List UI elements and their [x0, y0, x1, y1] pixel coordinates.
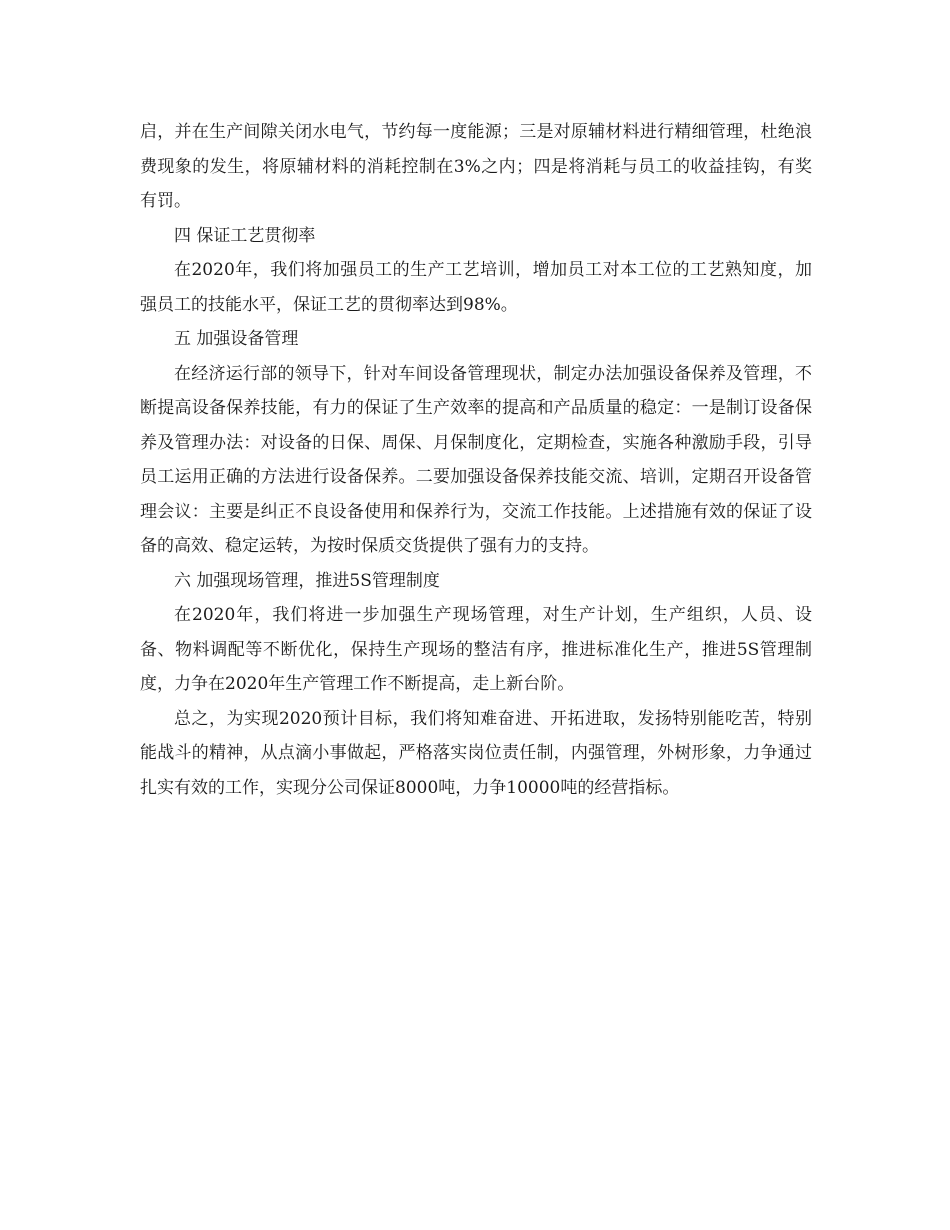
section-heading-6: 六 加强现场管理，推进5S管理制度 — [174, 570, 440, 591]
paragraph-equipment-management: 在经济运行部的领导下，针对车间设备管理现状，制定办法加强设备保养及管理，不断提高设备保养技能，有力的保证了生产效率的提高和产品质量的稳定：一是制订设备保养及管理办法：对设备的日保、周保、月保制度化，定期检查，实施各种激励手段，引导员工运用正确的方法进行设备保养。二要加强设备保养技能交流、培训，定期召开设备管理会议：主要是纠正不良设备使用和保养行为，交流工作技能。上述措施有效的保证了设备的高效、稳定运转，为按时保质交货提供了强有力的支持。 — [140, 363, 812, 556]
paragraph-continuation: 启，并在生产间隙关闭水电气，节约每一度能源；三是对原辅材料进行精细管理，杜绝浪费现象的发生，将原辅材料的消耗控制在3%之内；四是将消耗与员工的收益挂钩，有奖有罚。 — [140, 122, 812, 211]
paragraph-site-management: 在2020年，我们将进一步加强生产现场管理，对生产计划，生产组织，人员、设备、物料调配等不断优化，保持生产现场的整洁有序，推进标准化生产，推进5S管理制度，力争在2020年生产管理工作不断提高，走上新台阶。 — [140, 605, 812, 694]
paragraph-conclusion: 总之，为实现2020预计目标，我们将知难奋进、开拓进取，发扬特别能吃苦，特别能战斗的精神，从点滴小事做起，严格落实岗位责任制，内强管理，外树形象，力争通过扎实有效的工作，实现分公司保证8000吨，力争10000吨的经营指标。 — [140, 708, 812, 798]
section-heading-5: 五 加强设备管理 — [174, 329, 299, 349]
paragraph-process-compliance: 在2020年，我们将加强员工的生产工艺培训，增加员工对本工位的工艺熟知度，加强员工的技能水平，保证工艺的贯彻率达到98%。 — [140, 260, 812, 315]
section-heading-4: 四 保证工艺贯彻率 — [174, 225, 316, 246]
document-body — [140, 115, 812, 805]
